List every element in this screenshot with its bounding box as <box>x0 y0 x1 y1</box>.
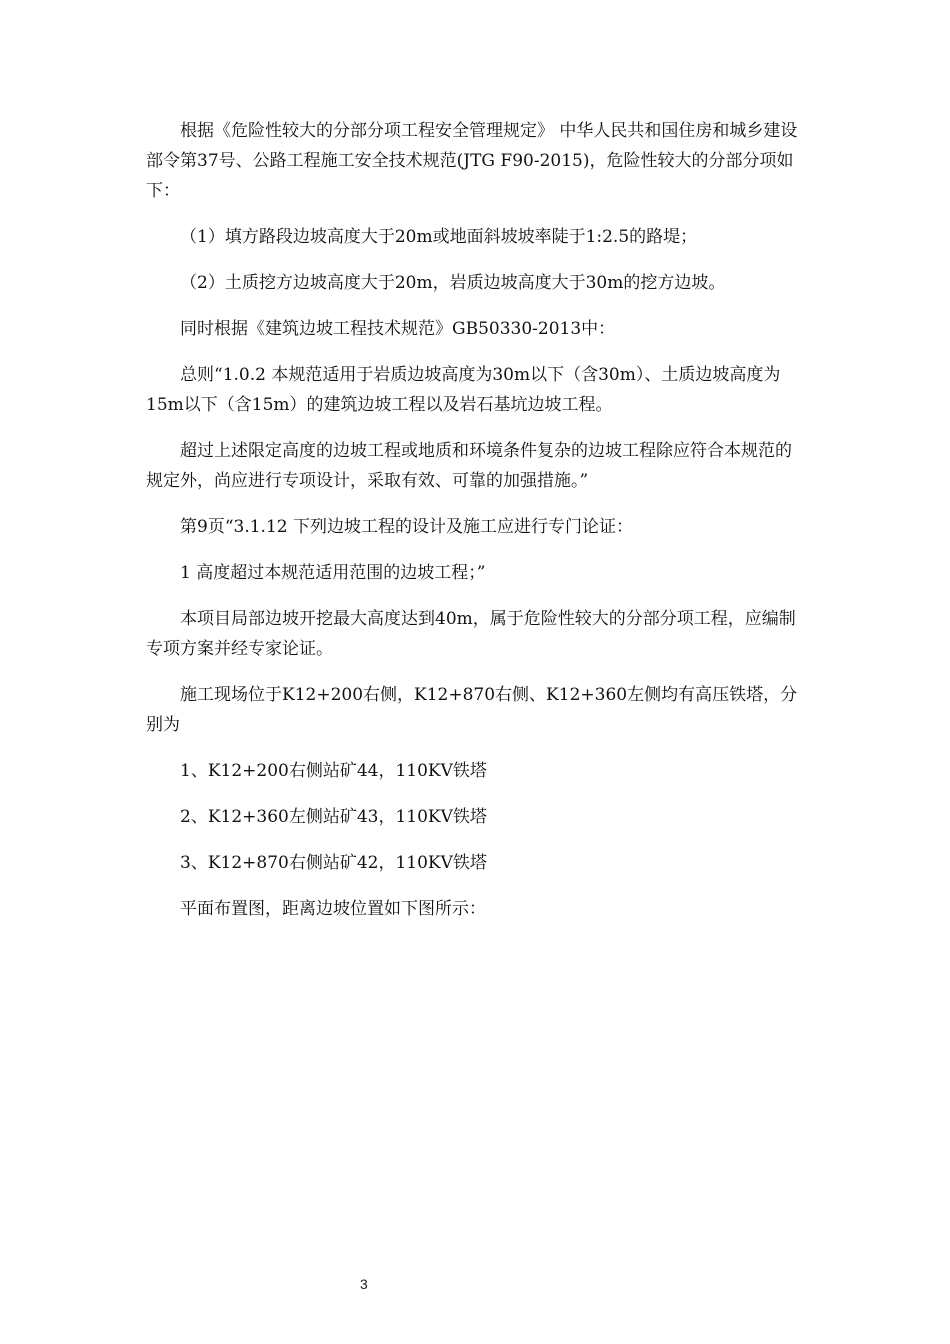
list-item-fill-slope: （1）填方路段边坡高度大于20m或地面斜坡坡率陡于1:2.5的路堤； <box>180 227 698 247</box>
paragraph-layout-plan-caption: 平面布置图，距离边坡位置如下图所示： <box>180 899 486 919</box>
paragraph-exceeding-limits: 超过上述限定高度的边坡工程或地质和环境条件复杂的边坡工程除应符合本规范的规定外，尚应进行专项设计，采取有效、可靠的加强措施。” <box>146 441 792 491</box>
paragraph-page-9-clause: 第9页“3.1.12 下列边坡工程的设计及施工应进行专门论证： <box>180 517 633 537</box>
list-item-tower-42: 3、K12+870右侧站矿42，110KV铁塔 <box>180 853 487 873</box>
document-body <box>146 116 806 924</box>
paragraph-general-provisions: 总则“1.0.2 本规范适用于岩质边坡高度为30m以下（含30m）、土质边坡高度为15m以下（含15m）的建筑边坡工程以及岩石基坑边坡工程。 <box>146 365 781 415</box>
paragraph-regulation-intro: 根据《危险性较大的分部分项工程安全管理规定》 中华人民共和国住房和城乡建设部令第37号、公路工程施工安全技术规范(JTG F90-2015)，危险性较大的分部分项如下： <box>146 121 798 201</box>
list-item-cut-slope: （2）土质挖方边坡高度大于20m，岩质边坡高度大于30m的挖方边坡。 <box>180 273 726 293</box>
paragraph-gb-standard: 同时根据《建筑边坡工程技术规范》GB50330-2013中： <box>180 319 616 339</box>
list-item-tower-43: 2、K12+360左侧站矿43，110KV铁塔 <box>180 807 487 827</box>
page-number: 3 <box>360 1276 368 1292</box>
paragraph-site-towers: 施工现场位于K12+200右侧，K12+870右侧、K12+360左侧均有高压铁塔，分别为 <box>146 685 798 735</box>
paragraph-project-conclusion: 本项目局部边坡开挖最大高度达到40m，属于危险性较大的分部分项工程，应编制专项方案并经专家论证。 <box>146 609 796 659</box>
list-item-tower-44: 1、K12+200右侧站矿44，110KV铁塔 <box>180 761 487 781</box>
paragraph-clause-item-1: 1 高度超过本规范适用范围的边坡工程；” <box>180 563 486 583</box>
